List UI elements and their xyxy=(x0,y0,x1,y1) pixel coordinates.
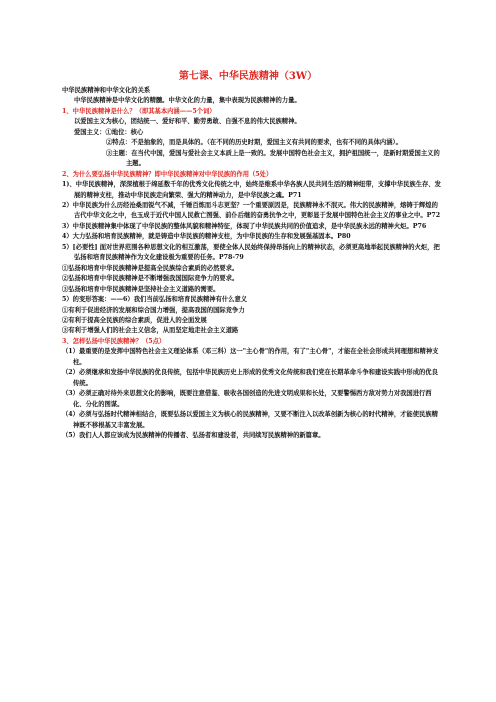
section-heading: 3、怎样弘扬中华民族精神？（5点） xyxy=(62,337,166,345)
text-paragraph: ①有利于促进经济的发展和综合国力增强，提高我国的国际竞争力 xyxy=(62,306,245,314)
text-paragraph: 5）[必要性] 面对世界范围各种思想文化的相互激荡，要使全体人民始终保持昂扬向上的精神状态，必须更高地举起民族精神的火炬，把弘扬和培育民族精神作为文化建设极为重要的任务。P78-79 xyxy=(62,243,440,262)
text-paragraph: 爱国主义：①地位：核心 xyxy=(74,128,144,136)
text-paragraph: ③主题：在当代中国，爱国与爱社会主义本质上是一致的。发展中国特色社会主义，拥护祖国统一，是新时期爱国主义的主题。 xyxy=(106,149,440,168)
text-paragraph: （3）必须正确对待外来思想文化的影响，既要注意借鉴、吸收各国创造的先进文明成果和长处，又要警惕西方敌对势力对我国进行西化、分化的图谋。 xyxy=(62,390,432,408)
text-paragraph: 中华民族精神和中华文化的关系 xyxy=(62,87,151,94)
text-paragraph: ②有利于提高全民族的综合素质，促进人的全面发展 xyxy=(62,316,207,324)
document-body xyxy=(62,86,444,441)
text-paragraph: （4）必须与弘扬时代精神相结合，既要弘扬以爱国主义为核心的民族精神，又要不断注入以改革创新为核心的时代精神，才能使民族精神既不移根基又丰富发展。 xyxy=(62,411,438,429)
text-paragraph: （2）必须继承和发扬中华民族的优良传统，包括中华民族历史上形成的优秀文化传统和我们党在长期革命斗争和建设实践中形成的优良传统。 xyxy=(62,369,438,387)
text-paragraph: 3）中华民族精神集中体现了中华民族的整体风貌和精神特征，体现了中华民族共同的价值追求，是中华民族永远的精神火炬。P76 xyxy=(62,222,427,230)
text-paragraph: ③有利于增强人们的社会主义信念，从而坚定地走社会主义道路 xyxy=(62,327,239,335)
text-paragraph: 1)、中华民族精神，深深植根于绵延数千年的优秀文化传统之中，始终是维系中华各族人民共同生活的精神纽带，支撑中华民族生存、发展的精神支柱，推动中华民族走向繁荣、强大的精神动力，是中华民族之魂。P71 xyxy=(62,181,441,199)
text-paragraph: （1）最重要的是发挥中国特色社会主义理论体系（邓三科）这一"主心骨"的作用，有了"主心骨"，才能在全社会形成共同理想和精神支柱。 xyxy=(62,348,439,366)
document-title: 第七课、中华民族精神（3W） xyxy=(178,71,318,82)
section-heading: 2、为什么要弘扬中华民族精神？即中华民族精神对中华民族的作用（5处） xyxy=(62,170,273,178)
text-paragraph: ②弘扬和培育中华民族精神是不断增强我国国际竞争力的要求。 xyxy=(62,275,239,283)
text-paragraph: ②特点：不是抽象的，而是具体的。（在不同的历史时期，爱国主义有共同的要求，也有不同的具体内涵）。 xyxy=(106,139,402,147)
text-paragraph: ③弘扬和培育中华民族精神是坚持社会主义道路的需要。 xyxy=(62,285,220,293)
text-paragraph: （5）我们人人都应该成为民族精神的传播者、弘扬者和建设者，共同续写民族精神的新篇章。 xyxy=(62,431,325,439)
text-paragraph: ①弘扬和培育中华民族精神是提高全民族综合素质的必然要求。 xyxy=(62,264,239,272)
section-heading: 1、中华民族精神是什么？（即其基本内涵——5个词） xyxy=(62,107,216,115)
text-paragraph: 5）的变形答案：——6）我们当前弘扬和培育民族精神有什么意义 xyxy=(62,296,248,304)
text-paragraph: 中华民族精神是中华文化的精髓。中华文化的力量，集中表现为民族精神的力量。 xyxy=(74,97,301,105)
text-paragraph: 2）中华民族为什么历经沧桑而锐气不减，千锤百炼而斗志更坚？一个重要原因是，民族精神永不泯灭。伟大的民族精神，熔铸于辉煌的古代中华文化之中，也玉成于近代中国人民救亡图强、前仆后继的奋勇抗争之中，更彰显于发展中国特色社会主义的事业之中。P72 xyxy=(62,201,441,220)
text-paragraph: 4）大力弘扬和培育民族精神，就是铸造中华民族的精神支柱，为中华民族的生存和发展强基固本。P80 xyxy=(62,233,351,241)
text-paragraph: 以爱国主义为核心，团结统一、爱好和平、勤劳勇敢、自强不息的伟大民族精神。 xyxy=(74,118,301,126)
